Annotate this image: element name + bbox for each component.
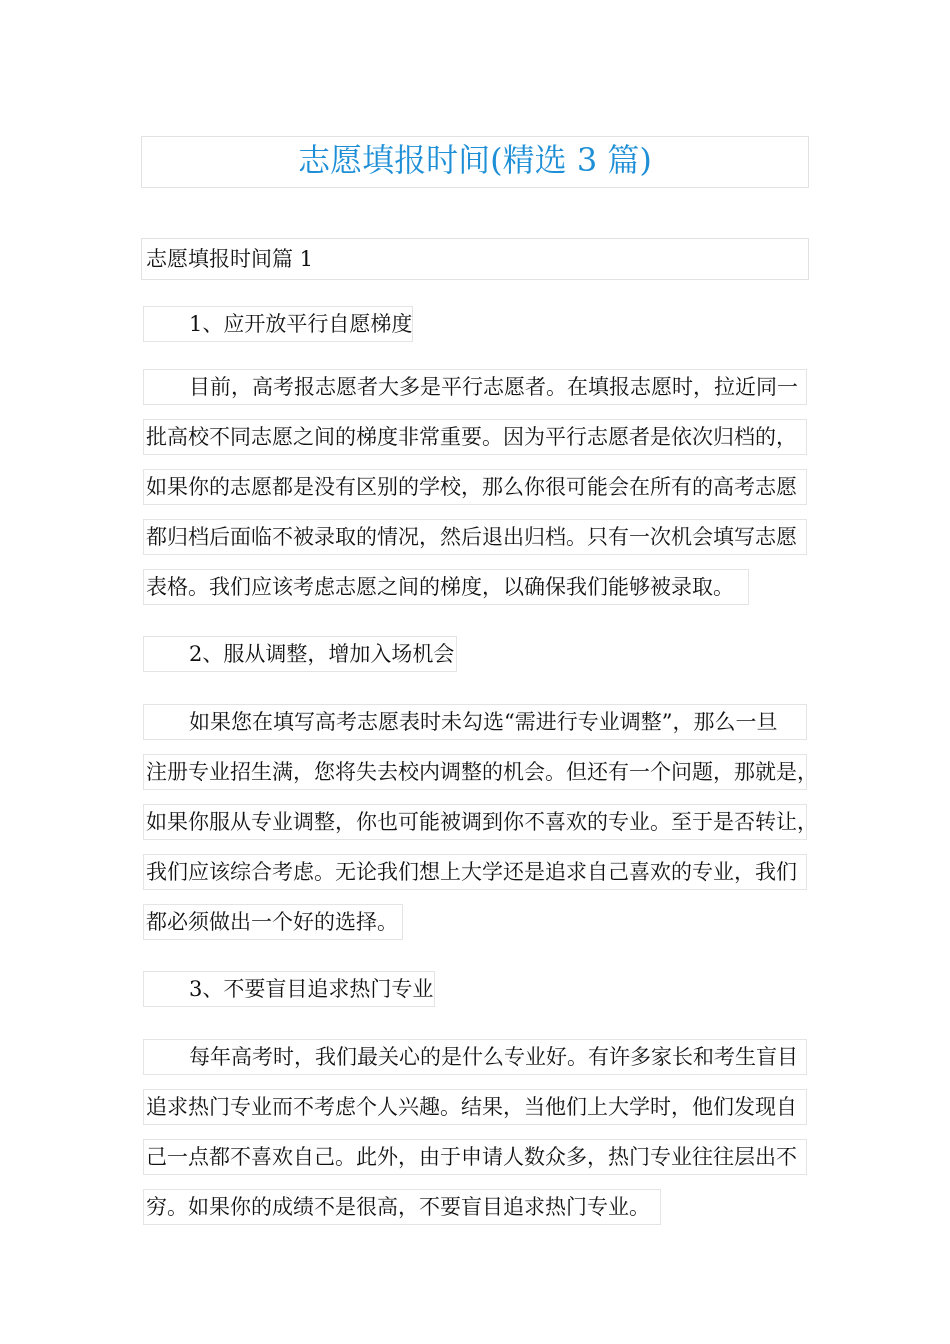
document-title: 志愿填报时间(精选 3 篇) bbox=[141, 136, 809, 188]
paragraph-line: 如果您在填写高考志愿表时未勾选“需进行专业调整”，那么一旦 bbox=[143, 704, 807, 740]
subsection-heading-1: 1、应开放平行自愿梯度 bbox=[143, 306, 413, 342]
paragraph-line: 都必须做出一个好的选择。 bbox=[143, 904, 403, 940]
paragraph-line: 如果你的志愿都是没有区别的学校，那么你很可能会在所有的高考志愿 bbox=[143, 469, 807, 505]
paragraph-line: 都归档后面临不被录取的情况，然后退出归档。只有一次机会填写志愿 bbox=[143, 519, 807, 555]
section-heading: 志愿填报时间篇 1 bbox=[141, 238, 809, 280]
subsection-heading-3: 3、不要盲目追求热门专业 bbox=[143, 971, 435, 1007]
paragraph-line: 穷。如果你的成绩不是很高，不要盲目追求热门专业。 bbox=[143, 1189, 661, 1225]
paragraph-line: 如果你服从专业调整，你也可能被调到你不喜欢的专业。至于是否转让， bbox=[143, 804, 807, 840]
paragraph-line: 批高校不同志愿之间的梯度非常重要。因为平行志愿者是依次归档的， bbox=[143, 419, 807, 455]
paragraph-line: 追求热门专业而不考虑个人兴趣。结果，当他们上大学时，他们发现自 bbox=[143, 1089, 807, 1125]
paragraph-line: 注册专业招生满，您将失去校内调整的机会。但还有一个问题，那就是， bbox=[143, 754, 807, 790]
paragraph-line: 目前，高考报志愿者大多是平行志愿者。在填报志愿时，拉近同一 bbox=[143, 369, 807, 405]
paragraph-line: 表格。我们应该考虑志愿之间的梯度，以确保我们能够被录取。 bbox=[143, 569, 749, 605]
paragraph-line: 己一点都不喜欢自己。此外，由于申请人数众多，热门专业往往层出不 bbox=[143, 1139, 807, 1175]
paragraph-line: 我们应该综合考虑。无论我们想上大学还是追求自己喜欢的专业，我们 bbox=[143, 854, 807, 890]
subsection-heading-2: 2、服从调整，增加入场机会 bbox=[143, 636, 457, 672]
paragraph-line: 每年高考时，我们最关心的是什么专业好。有许多家长和考生盲目 bbox=[143, 1039, 807, 1075]
